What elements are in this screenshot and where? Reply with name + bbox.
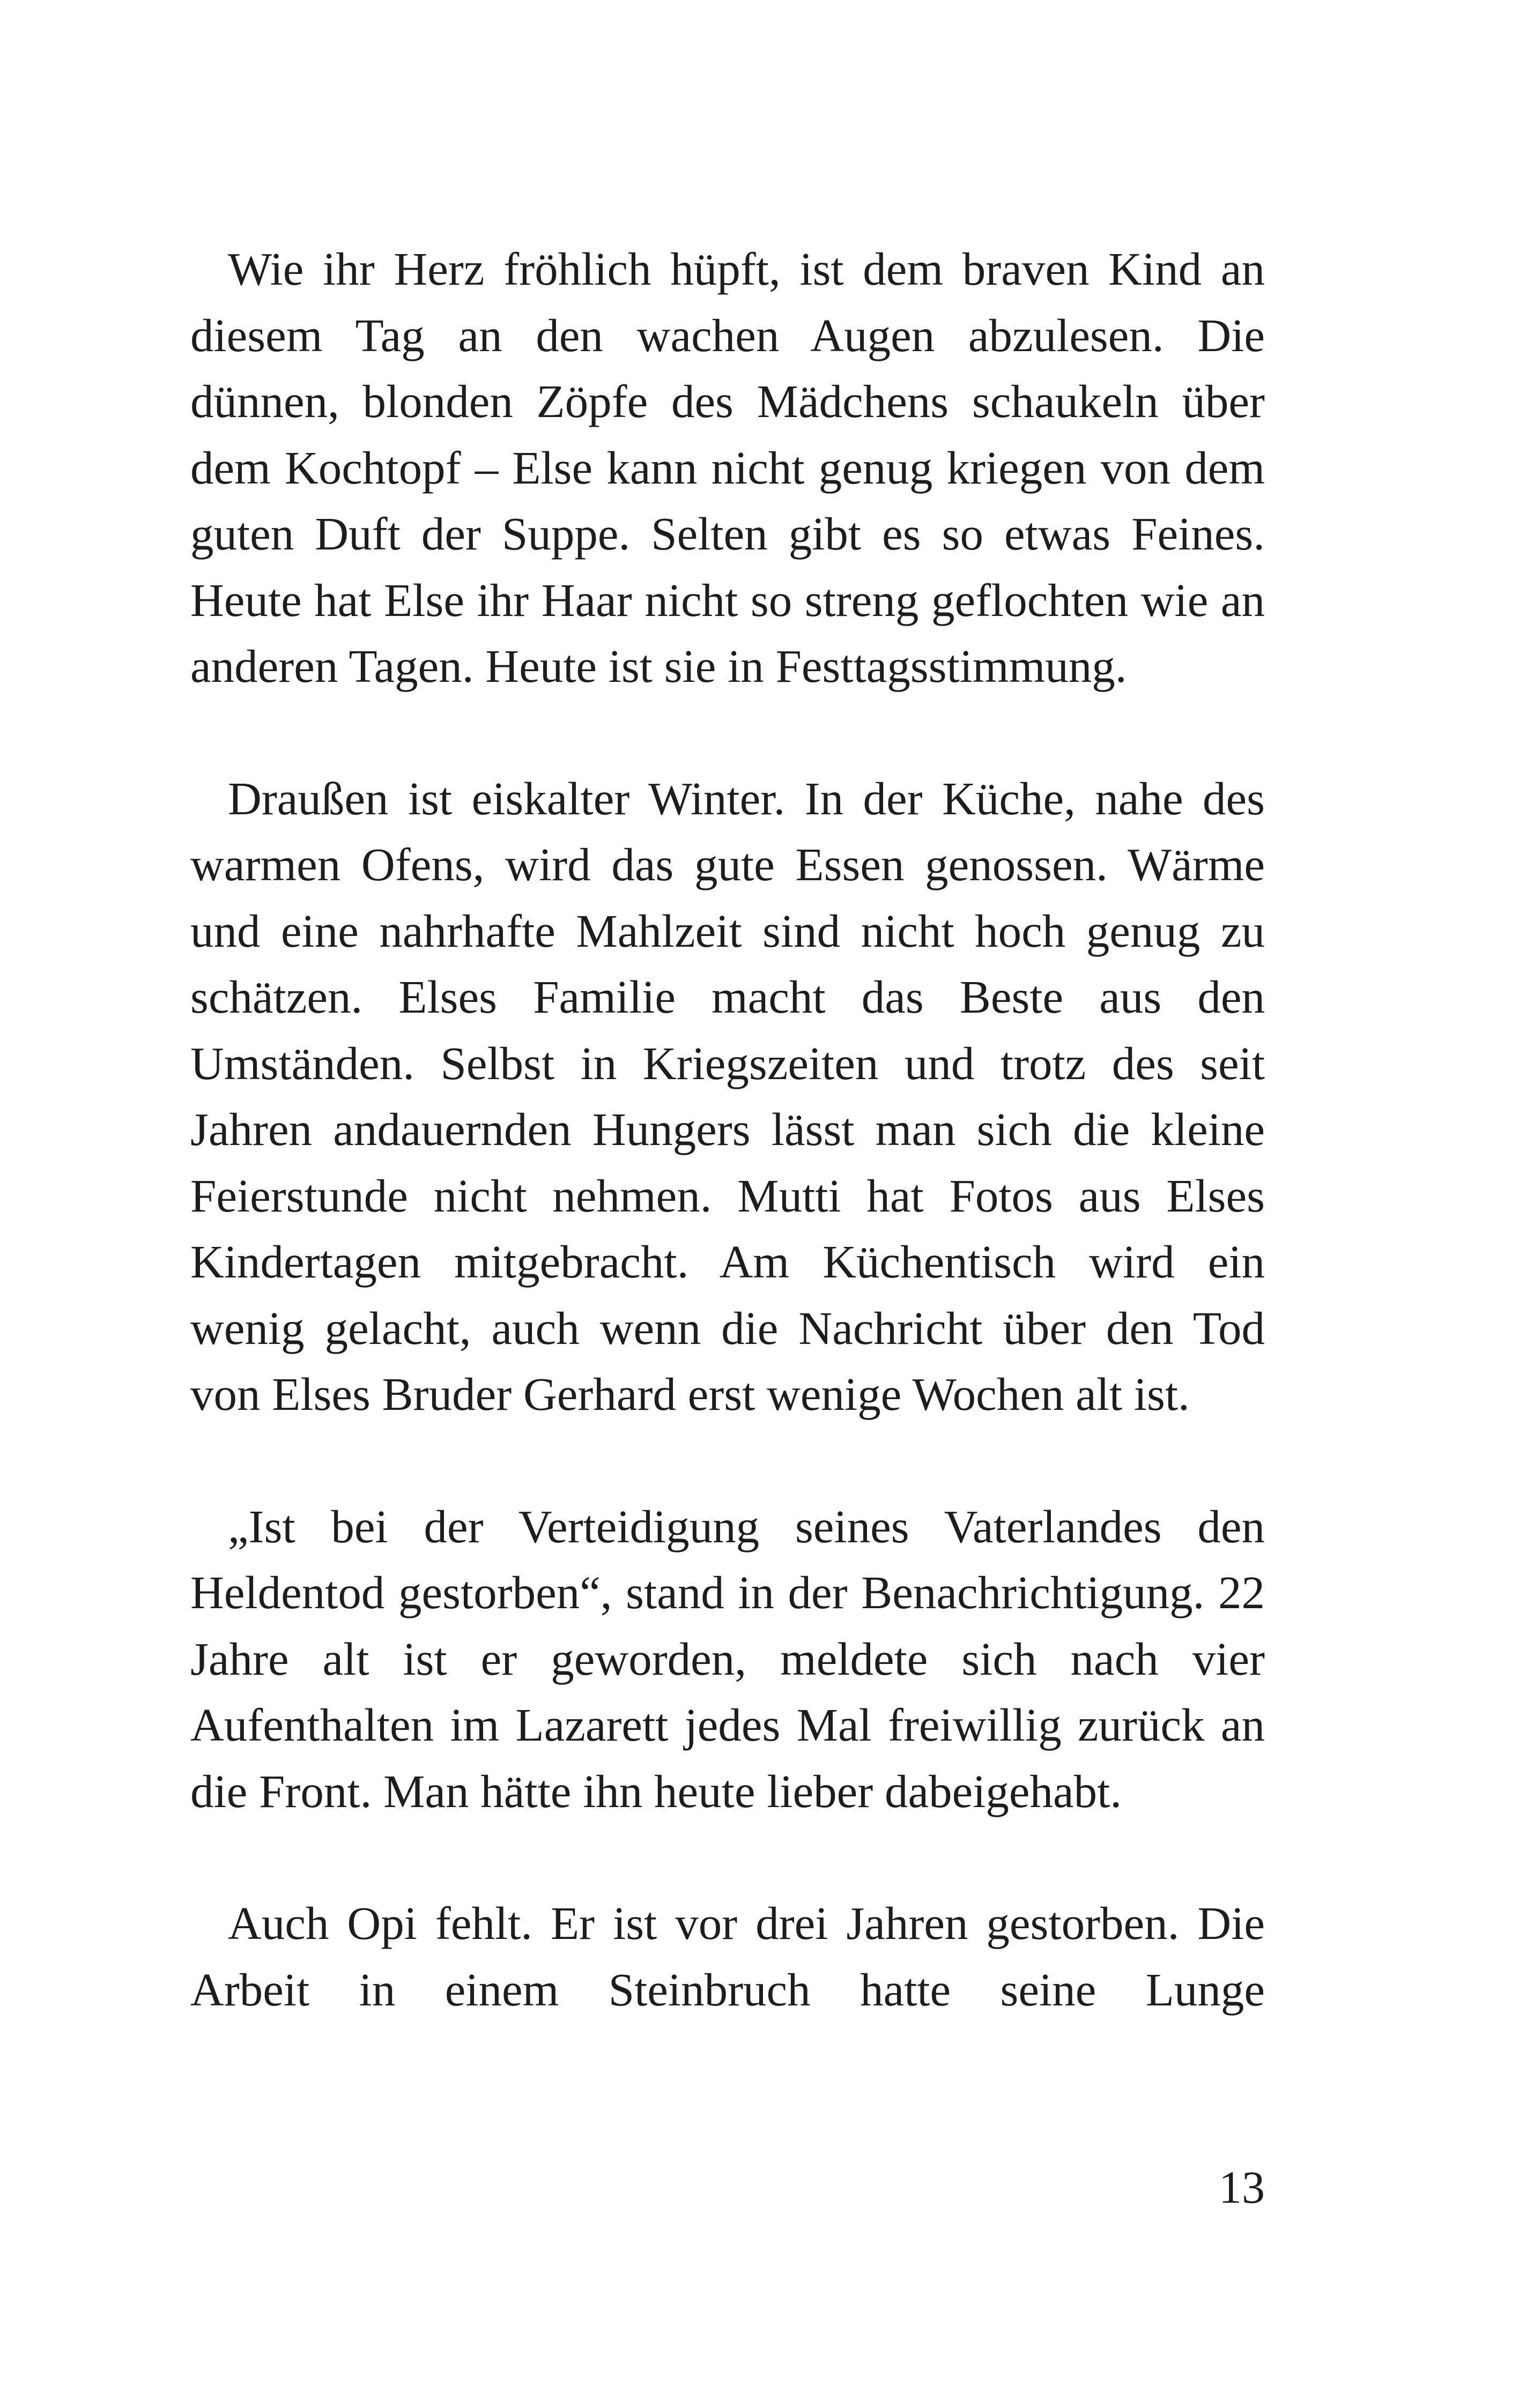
body-text bbox=[190, 236, 1265, 2023]
page-number: 13 bbox=[1219, 2161, 1265, 2213]
paragraph-4: Auch Opi fehlt. Er ist vor drei Jahren gestorben. Die Arbeit in einem Steinbruch hatte seine Lunge bbox=[190, 1897, 1265, 2016]
paragraph-2: Draußen ist eiskalter Winter. In der Küche, nahe des warmen Ofens, wird das gute Essen genossen. Wärme und eine nahrhafte Mahlzeit sind nicht hoch genug zu schätzen. Elses Familie macht das Beste aus den Umständen. Selbst in Kriegszeiten und trotz des seit Jahren andauernden Hungers lässt man sich die kleine Feierstunde nicht nehmen. Mutti hat Fotos aus Elses Kindertagen mitgebracht. Am Küchentisch wird ein wenig gelacht, auch wenn die Nachricht über den Tod von Elses Bruder Gerhard erst wenige Wochen alt ist. bbox=[190, 772, 1265, 1420]
paragraph-3: „Ist bei der Verteidigung seines Vaterlandes den Heldentod gestorben“, stand in der Benachrichtigung. 22 Jahre alt ist er geworden, meldete sich nach vier Aufenthalten im Lazarett jedes Mal freiwillig zurück an die Front. Man hätte ihn heute lieber dabeigehabt. bbox=[190, 1500, 1265, 1817]
paragraph-1: Wie ihr Herz fröhlich hüpft, ist dem braven Kind an diesem Tag an den wachen Augen abzulesen. Die dünnen, blonden Zöpfe des Mädchens schaukeln über dem Kochtopf – Else kann nicht genug kriegen von dem guten Duft der Suppe. Selten gibt es so etwas Feines. Heute hat Else ihr Haar nicht so streng geflochten wie an anderen Tagen. Heute ist sie in Festtagsstimmung. bbox=[190, 243, 1265, 692]
